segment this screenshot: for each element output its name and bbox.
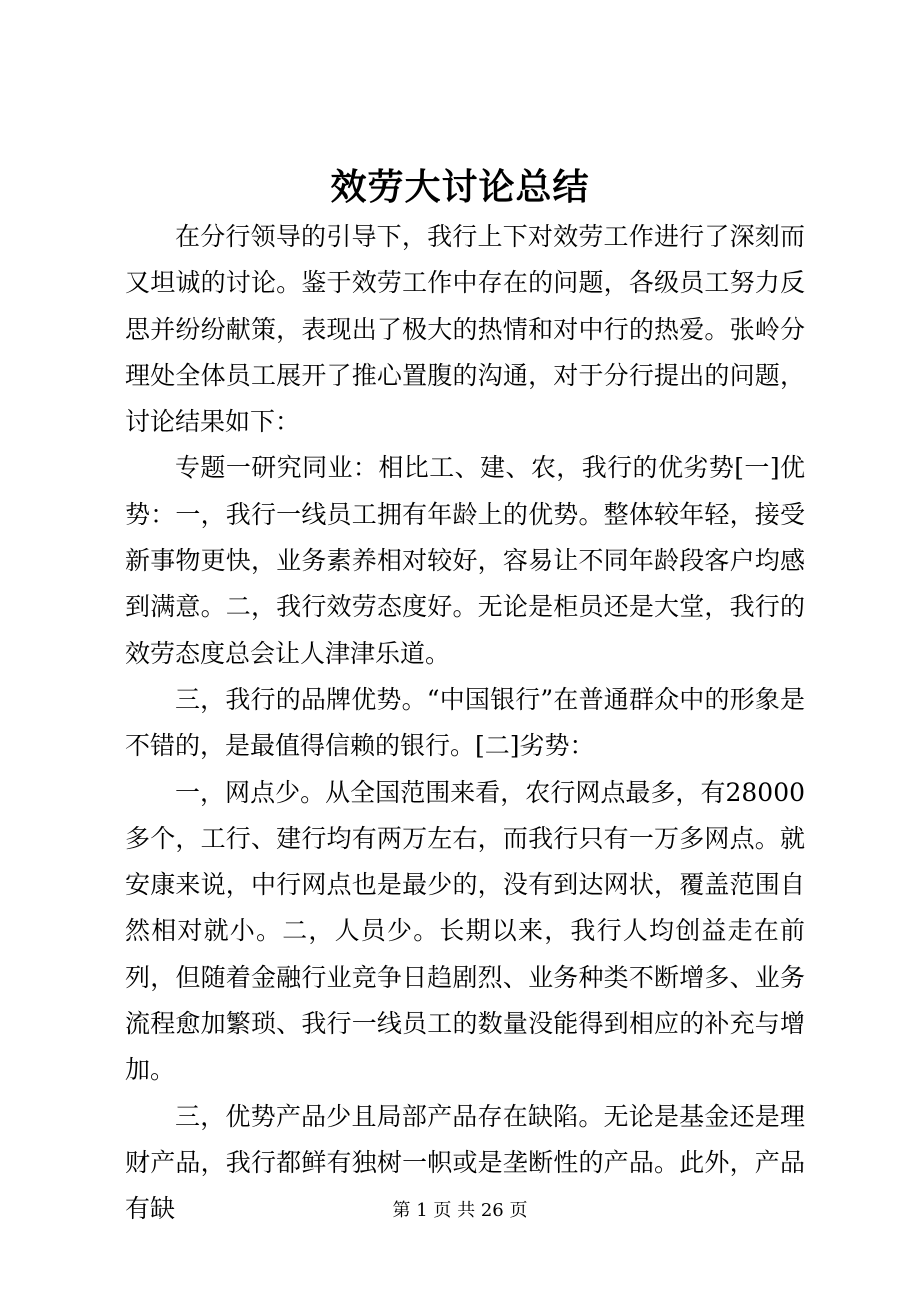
paragraph-weaknesses: 一，网点少。从全国范围来看，农行网点最多，有28000多个，工行、建行均有两万左右，而我行只有一万多网点。就安康来说，中行网点也是最少的，没有到达网状，覆盖范围自然相对就小。二，人员少。长期以来，我行人均创益走在前列，但随着金融行业竞争日趋剧烈、业务种类不断增多、业务流程愈加繁琐、我行一线员工的数量没能得到相应的补充与增加。 (125, 777, 805, 1085)
paragraph-intro: 在分行领导的引导下，我行上下对效劳工作进行了深刻而又坦诚的讨论。鉴于效劳工作中存在的问题，各级员工努力反思并纷纷献策，表现出了极大的热情和对中行的热爱。张岭分理处全体员工展开了推心置腹的沟通，对于分行提出的问题，讨论结果如下： (125, 222, 805, 437)
paragraph-strengths: 专题一研究同业：相比工、建、农，我行的优劣势[一]优势：一，我行一线员工拥有年龄上的优势。整体较年轻，接受新事物更快，业务素养相对较好，容易让不同年龄段客户均感到满意。二，我行效劳态度好。无论是柜员还是大堂，我行的效劳态度总会让人津津乐道。 (125, 453, 805, 668)
paragraph-brand: 三，我行的品牌优势。“中国银行”在普通群众中的形象是不错的，是最值得信赖的银行。[二]劣势： (125, 684, 805, 761)
document-title: 效劳大讨论总结 (330, 166, 590, 208)
page-number: 第 1 页 共 26 页 (392, 1200, 528, 1221)
paragraph-products: 三，优势产品少且局部产品存在缺陷。无论是基金还是理财产品，我行都鲜有独树一帜或是垄断性的产品。此外，产品有缺 (125, 1101, 805, 1224)
document-body (125, 214, 805, 1233)
